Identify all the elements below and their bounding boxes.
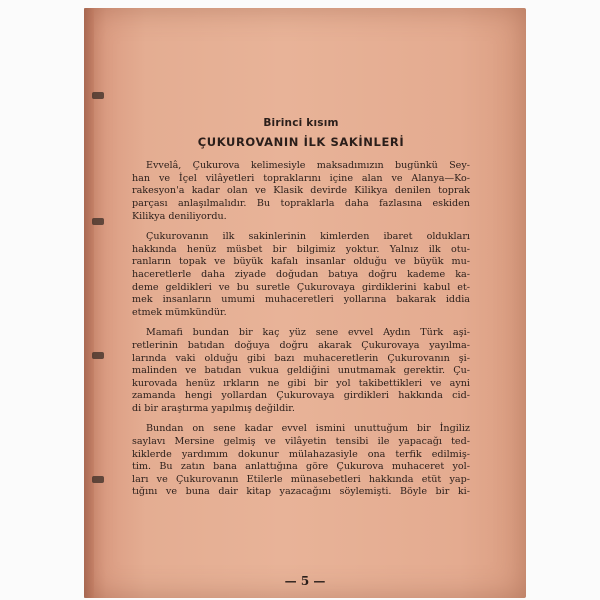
binding-thread [92,476,104,483]
binding-thread [92,352,104,359]
text-line: Bundan on sene kadar evvel ismini unuttuğum bir İngiliz [146,423,470,435]
text-line: rakesyon'a kadar olan ve Klasik devirde Kilikya denilen toprak [132,185,470,197]
page-number: — 5 — [284,574,326,588]
text-line: kiklerde yardımım dokunur mülahazasiyle ona terfik edilmiş- [132,448,470,460]
text-line: etmek mümkündür. [132,306,227,318]
text-line: parçası anlaşılmalıdır. Bu topraklarla daha fazlasına eskiden [132,197,470,209]
text-line: Evvelâ, Çukurova kelimesiyle maksadımızın bugünkü Sey- [146,160,470,172]
text-line: Mamafi bundan bir kaç yüz sene evvel Aydın Türk aşi- [146,327,470,339]
text-line: zamanda hengi yollardan Çukurovaya girdikleri hakkında cid- [132,390,470,402]
text-line: han ve İçel vilâyetleri topraklarını içine alan ve Alanya—Ko- [132,172,470,184]
text-line: hakkında henüz müsbet bir bilgimiz yoktur. Yalnız ilk otu- [132,243,470,255]
text-line: Çukurovanın ilk sakinlerinin kimlerden ibaret oldukları [146,231,470,243]
binding-thread [92,92,104,99]
page-text [132,112,470,507]
paragraph-4 [132,423,470,499]
text-line: tığını ve buna dair kitap yazacağını söylemişti. Böyle bir ki- [132,486,470,498]
text-line: retlerinin batıdan doğuya doğru akarak Çukurovaya yayılma- [132,339,470,351]
part-label: Birinci kısım [263,117,339,129]
text-line: ranların topak ve büyük kafalı insanlar olduğu ve büyük mu- [132,256,470,268]
text-line: ları ve Çukurovanın Etilerle münasebetleri hakkında etüt yap- [132,473,470,485]
text-line: larında vaki olduğu gibi bazı muhaceretlerin Çukurovanın şi- [132,352,470,364]
text-line: kurovada henüz ırkların ne gibi bir yol takibettikleri ve ayni [132,377,470,389]
binding-thread [92,218,104,225]
text-line: Kilikya deniliyordu. [132,210,227,222]
paragraph-3 [132,327,470,415]
chapter-title: ÇUKUROVANIN İLK SAKİNLERİ [197,134,405,149]
paragraph-1 [132,160,470,223]
text-line: mek insanların umumi muhaceretleri yollarına bakarak iddia [132,294,470,306]
paragraph-2 [132,231,470,319]
text-line: di bir araştırma yapılmış değildir. [132,402,295,414]
text-line: deme geldikleri ve bu suretle Çukurovaya girdiklerini kabul et- [132,281,470,293]
text-line: saylavı Mersine gelmiş ve vilâyetin tensibi ile yapacağı ted- [132,436,470,448]
text-line: malinden ve batıdan vukua geldiğini unutmamak gerektir. Çu- [132,365,470,377]
text-line: tim. Bu zatın bana anlattığına göre Çukurova muhaceret yol- [132,461,470,473]
text-line: haceretlerle daha ziyade doğudan batıya doğru kademe ka- [132,268,470,280]
